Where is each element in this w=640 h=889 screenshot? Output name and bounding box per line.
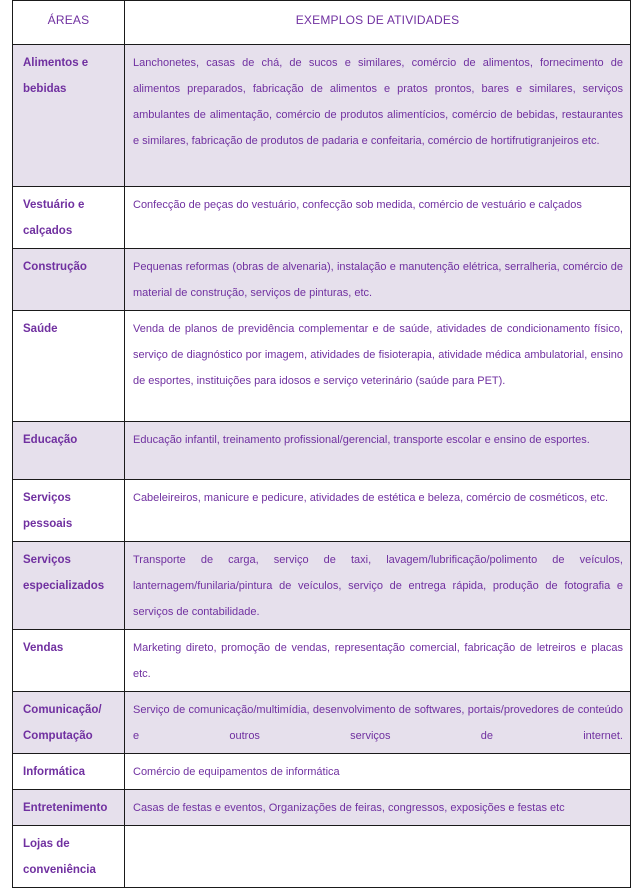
table-row bbox=[13, 630, 631, 692]
examples-cell: Comércio de equipamentos de informática bbox=[125, 754, 631, 790]
header-areas: ÁREAS bbox=[13, 1, 125, 45]
table-row bbox=[13, 249, 631, 311]
examples-cell bbox=[125, 826, 631, 888]
area-cell: Entretenimento bbox=[13, 790, 125, 826]
area-cell: Vendas bbox=[13, 630, 125, 692]
table-row bbox=[13, 790, 631, 826]
table-header-row bbox=[13, 1, 631, 45]
area-cell: Alimentos e bebidas bbox=[13, 45, 125, 187]
examples-cell: Transporte de carga, serviço de taxi, lavagem/lubrificação/polimento de veículos, lanternagem/funilaria/pintura de veículos, serviço de entrega rápida, produção de fotografia e serviços de contabilidade. bbox=[125, 542, 631, 630]
examples-cell: Lanchonetes, casas de chá, de sucos e similares, comércio de alimentos, fornecimento de alimentos preparados, fabricação de alimentos e pratos prontos, bares e similares, serviços ambulantes de alimentação, comércio de produtos alimentícios, comércio de bebidas, restaurantes e similares, fabricação de produtos de padaria e confeitaria, comércio de hortifrutigranjeiros etc. bbox=[125, 45, 631, 187]
area-cell: Construção bbox=[13, 249, 125, 311]
activities-table bbox=[12, 0, 631, 888]
table-row bbox=[13, 187, 631, 249]
header-examples: EXEMPLOS DE ATIVIDADES bbox=[125, 1, 631, 45]
examples-cell: Casas de festas e eventos, Organizações de feiras, congressos, exposições e festas etc bbox=[125, 790, 631, 826]
area-cell: Comunicação/ Computação bbox=[13, 692, 125, 754]
table-row bbox=[13, 480, 631, 542]
examples-cell: Confecção de peças do vestuário, confecção sob medida, comércio de vestuário e calçados bbox=[125, 187, 631, 249]
examples-cell: Venda de planos de previdência complementar e de saúde, atividades de condicionamento físico, serviço de diagnóstico por imagem, atividades de fisioterapia, atividade médica ambulatorial, ensino de esportes, instituições para idosos e serviço veterinário (saúde para PET). bbox=[125, 311, 631, 422]
examples-cell: Serviço de comunicação/multimídia, desenvolvimento de softwares, portais/provedores de conteúdo e outros serviços de internet. bbox=[125, 692, 631, 754]
table-row bbox=[13, 754, 631, 790]
table-row bbox=[13, 692, 631, 754]
table-row bbox=[13, 826, 631, 888]
area-cell: Serviços pessoais bbox=[13, 480, 125, 542]
examples-cell: Educação infantil, treinamento profissional/gerencial, transporte escolar e ensino de esportes. bbox=[125, 422, 631, 480]
examples-cell: Marketing direto, promoção de vendas, representação comercial, fabricação de letreiros e placas etc. bbox=[125, 630, 631, 692]
area-cell: Lojas de conveniência bbox=[13, 826, 125, 888]
area-cell: Informática bbox=[13, 754, 125, 790]
area-cell: Vestuário e calçados bbox=[13, 187, 125, 249]
table-row bbox=[13, 542, 631, 630]
table-row bbox=[13, 45, 631, 187]
examples-cell: Pequenas reformas (obras de alvenaria), instalação e manutenção elétrica, serralheria, comércio de material de construção, serviços de pinturas, etc. bbox=[125, 249, 631, 311]
examples-cell: Cabeleireiros, manicure e pedicure, atividades de estética e beleza, comércio de cosméticos, etc. bbox=[125, 480, 631, 542]
table-row bbox=[13, 422, 631, 480]
area-cell: Educação bbox=[13, 422, 125, 480]
area-cell: Serviços especializados bbox=[13, 542, 125, 630]
table-row bbox=[13, 311, 631, 422]
area-cell: Saúde bbox=[13, 311, 125, 422]
